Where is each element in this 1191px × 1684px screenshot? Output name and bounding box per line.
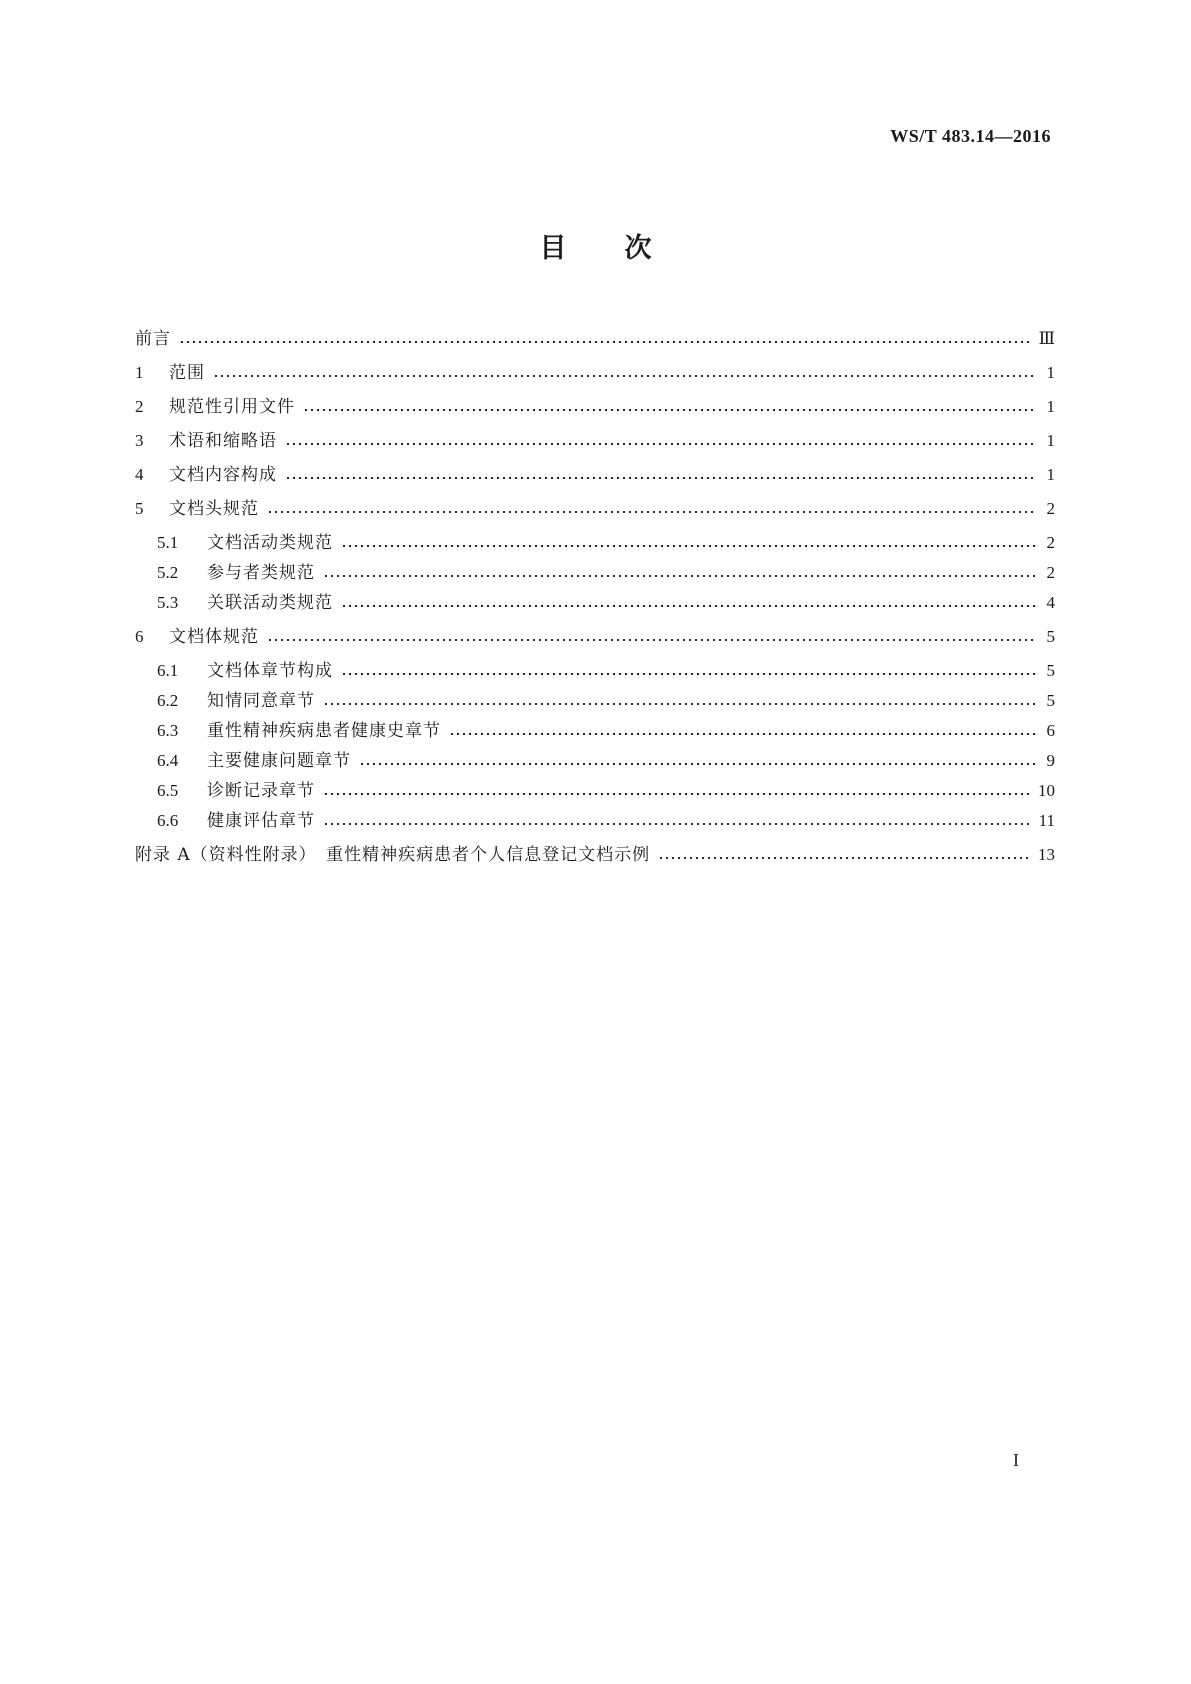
toc-entry-4[interactable] [135,462,1055,488]
toc-entry-page: 1 [1046,363,1055,382]
toc-entry-page: Ⅲ [1038,329,1055,348]
toc-entry-6-2[interactable] [157,688,1055,714]
toc-dot-leader [341,605,1037,607]
toc-entry-number: 5.2 [157,563,179,582]
toc-entry-page: 9 [1046,751,1055,770]
toc-entry-6-5[interactable] [157,778,1055,804]
toc-entry-6[interactable] [135,624,1055,650]
toc-dot-leader [213,375,1037,377]
toc-entry-5-2[interactable] [157,560,1055,586]
toc-entry-label: 范围 [169,363,205,383]
toc-entry-label: 文档活动类规范 [207,533,333,553]
standard-code: WS/T 483.14—2016 [890,126,1051,146]
toc-entry-1[interactable] [135,360,1055,386]
toc-entry-number: 5 [135,499,144,518]
toc-entry-number: 5.1 [157,533,179,552]
toc-entry-5[interactable] [135,496,1055,522]
page-title [0,226,1191,265]
toc-dot-leader [267,639,1037,641]
toc-dot-leader [359,763,1037,765]
toc-entry-number: 6.4 [157,751,179,770]
toc-dot-leader [303,409,1037,411]
toc-entry-number: 6 [135,627,144,646]
toc-dot-leader [267,511,1037,513]
toc-entry-label: 文档头规范 [169,499,259,519]
toc-entry-page: 5 [1046,627,1055,646]
toc-entry-page: 2 [1046,563,1055,582]
toc-dot-leader [323,823,1031,825]
toc-entry-label: 规范性引用文件 [169,397,295,417]
toc-entry-number: 6.5 [157,781,179,800]
toc-entry-3[interactable] [135,428,1055,454]
toc-entry-number: 5.3 [157,593,179,612]
toc-entry-number: 6.2 [157,691,179,710]
toc-dot-leader [449,733,1037,735]
toc-entry-5-3[interactable] [157,590,1055,616]
toc-entry-page: 1 [1046,397,1055,416]
page-title-part2: 次 [624,233,652,264]
toc-entry-page: 2 [1046,533,1055,552]
toc-dot-leader [341,673,1037,675]
toc-entry-page: 10 [1038,781,1055,800]
toc-dot-leader [285,477,1037,479]
toc-entry-6-6[interactable] [157,808,1055,834]
toc-dot-leader [341,545,1037,547]
toc-entry-foreword[interactable] [135,326,1055,352]
toc-dot-leader [658,857,1030,859]
toc-entry-page: 6 [1046,721,1055,740]
toc-entry-label: 关联活动类规范 [207,593,333,613]
toc-entry-label: 术语和缩略语 [169,431,277,451]
toc-entry-6-4[interactable] [157,748,1055,774]
toc-entry-number: 6.6 [157,811,179,830]
toc-entry-number: 2 [135,397,144,416]
toc-dot-leader [323,703,1037,705]
toc-entry-number: 6.1 [157,661,179,680]
toc-entry-number: 1 [135,363,144,382]
toc-entry-page: 13 [1038,845,1055,864]
toc-dot-leader [323,793,1030,795]
toc-entry-label: 健康评估章节 [207,811,315,831]
toc-entry-5-1[interactable] [157,530,1055,556]
toc-entry-label: 附录 A（资料性附录） 重性精神疾病患者个人信息登记文档示例 [135,845,651,865]
toc-entry-page: 2 [1046,499,1055,518]
toc-dot-leader [179,341,1031,343]
toc-entry-number: 4 [135,465,144,484]
toc-entry-label: 主要健康问题章节 [207,751,351,771]
toc-entry-6-3[interactable] [157,718,1055,744]
toc-entry-label: 前言 [135,329,171,349]
toc-entry-page: 5 [1046,691,1055,710]
toc-entry-label: 知情同意章节 [207,691,315,711]
toc-entry-label: 文档内容构成 [169,465,277,485]
toc-entry-appendix-a[interactable] [135,842,1055,868]
toc-entry-label: 重性精神疾病患者健康史章节 [207,721,441,741]
toc-entry-2[interactable] [135,394,1055,420]
toc-entry-page: 11 [1038,811,1055,830]
toc-entry-label: 文档体规范 [169,627,259,647]
toc-dot-leader [285,443,1037,445]
toc-entry-6-1[interactable] [157,658,1055,684]
toc-entry-label: 诊断记录章节 [207,781,315,801]
toc-entry-number: 6.3 [157,721,179,740]
toc-entry-label: 参与者类规范 [207,563,315,583]
page-title-part1: 目 [539,233,567,264]
toc-entry-page: 1 [1046,465,1055,484]
toc-entry-page: 1 [1046,431,1055,450]
toc-dot-leader [323,575,1037,577]
toc-entry-number: 3 [135,431,144,450]
toc-entry-page: 4 [1046,593,1055,612]
toc-entry-label: 文档体章节构成 [207,661,333,681]
toc-entry-page: 5 [1046,661,1055,680]
page-number: I [1013,1450,1019,1470]
